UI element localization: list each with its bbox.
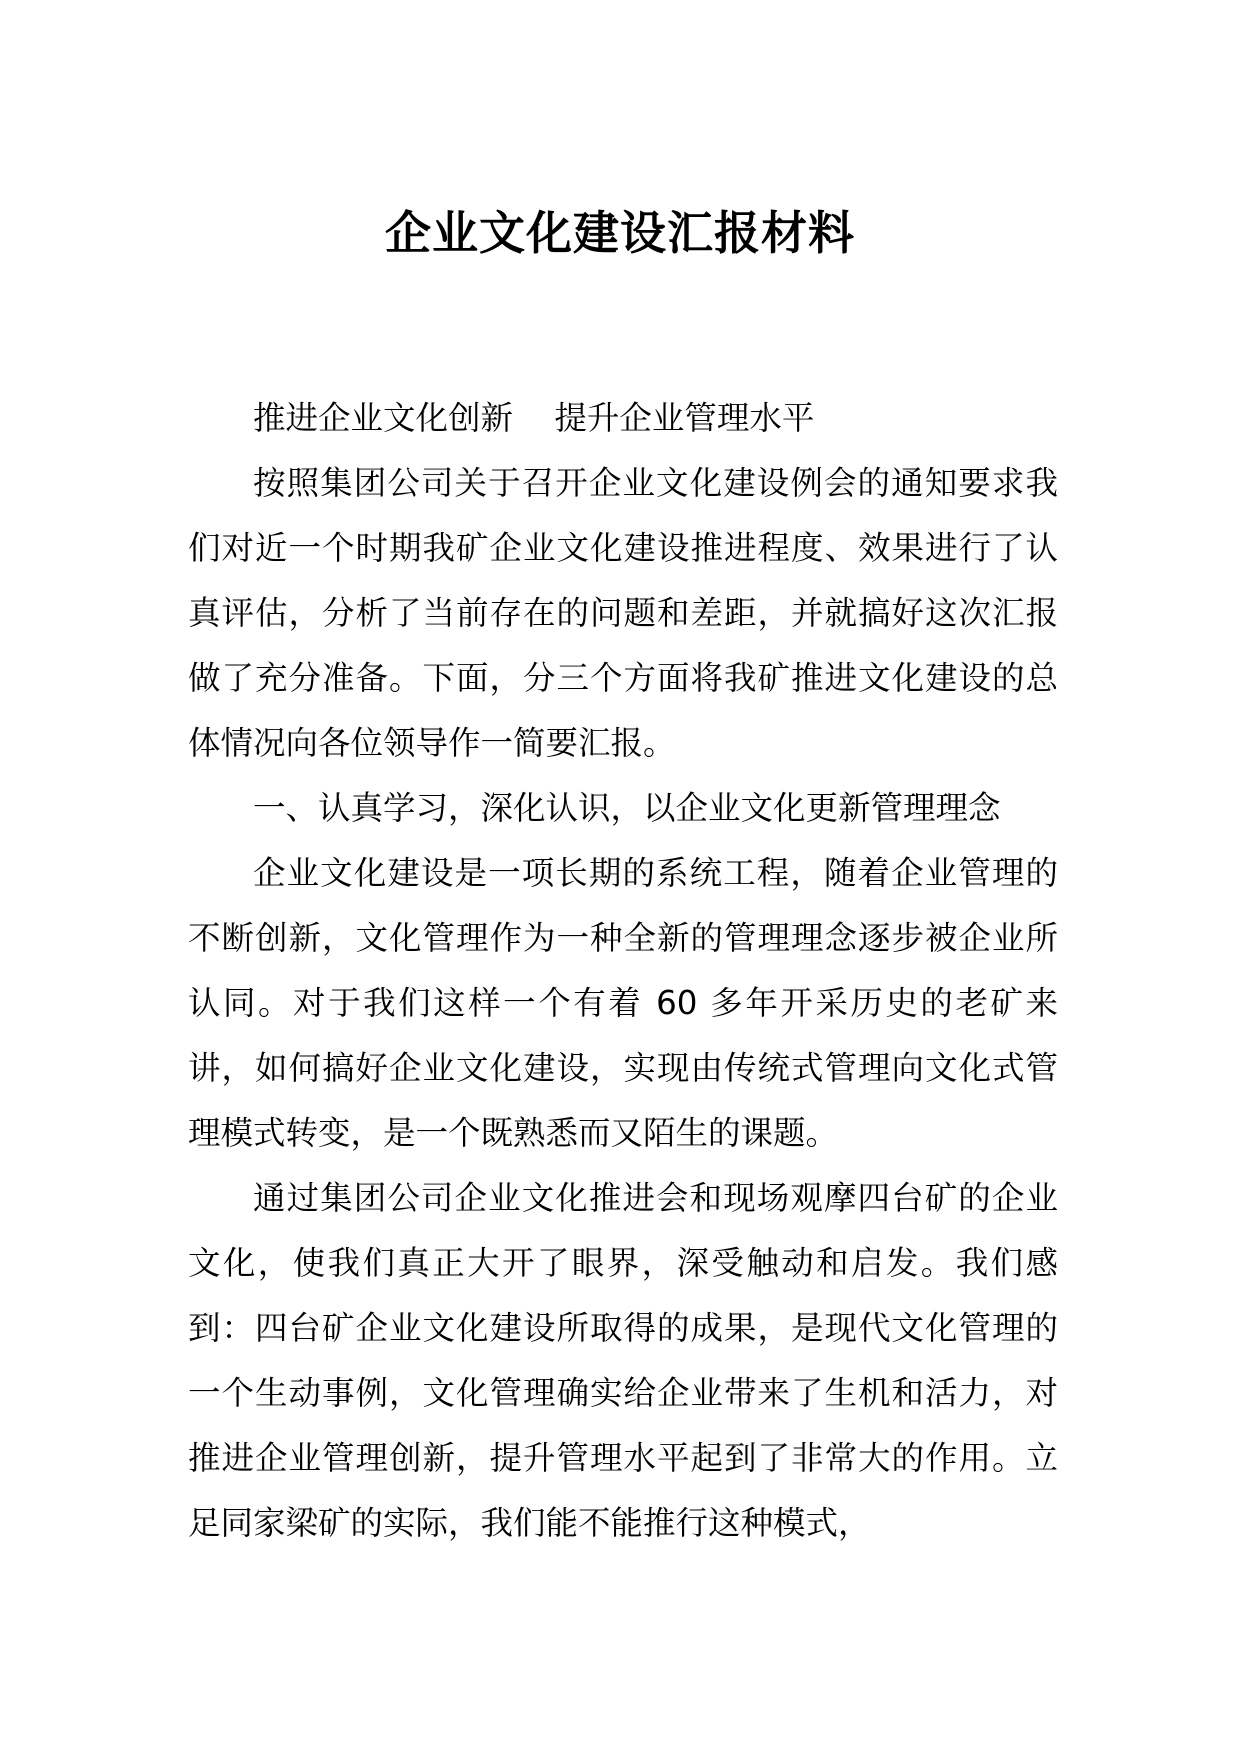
paragraph-intro: 按照集团公司关于召开企业文化建设例会的通知要求我们对近一个时期我矿企业文化建设推进程度、效果进行了认真评估，分析了当前存在的问题和差距，并就搞好这次汇报做了充分准备。下面，分三个方面将我矿推进文化建设的总体情况向各位领导作一简要汇报。 (188, 464, 1058, 762)
section-heading-1: 一、认真学习，深化认识，以企业文化更新管理理念 (253, 789, 1001, 827)
document-title: 企业文化建设汇报材料 (385, 206, 855, 260)
paragraph-2: 企业文化建设是一项长期的系统工程，随着企业管理的不断创新，文化管理作为一种全新的管理理念逐步被企业所认同。对于我们这样一个有着 60 多年开采历史的老矿来讲，如何搞好企业文化建设，实现由传统式管理向文化式管理模式转变，是一个既熟悉而又陌生的课题。 (188, 854, 1058, 1152)
document-subtitle: 推进企业文化创新 提升企业管理水平 (253, 399, 815, 437)
paragraph-3: 通过集团公司企业文化推进会和现场观摩四台矿的企业文化，使我们真正大开了眼界，深受触动和启发。我们感到：四台矿企业文化建设所取得的成果，是现代文化管理的一个生动事例，文化管理确实给企业带来了生机和活力，对推进企业管理创新，提升管理水平起到了非常大的作用。立足同家梁矿的实际，我们能不能推行这种模式， (188, 1179, 1058, 1542)
document-body (188, 386, 1058, 1556)
